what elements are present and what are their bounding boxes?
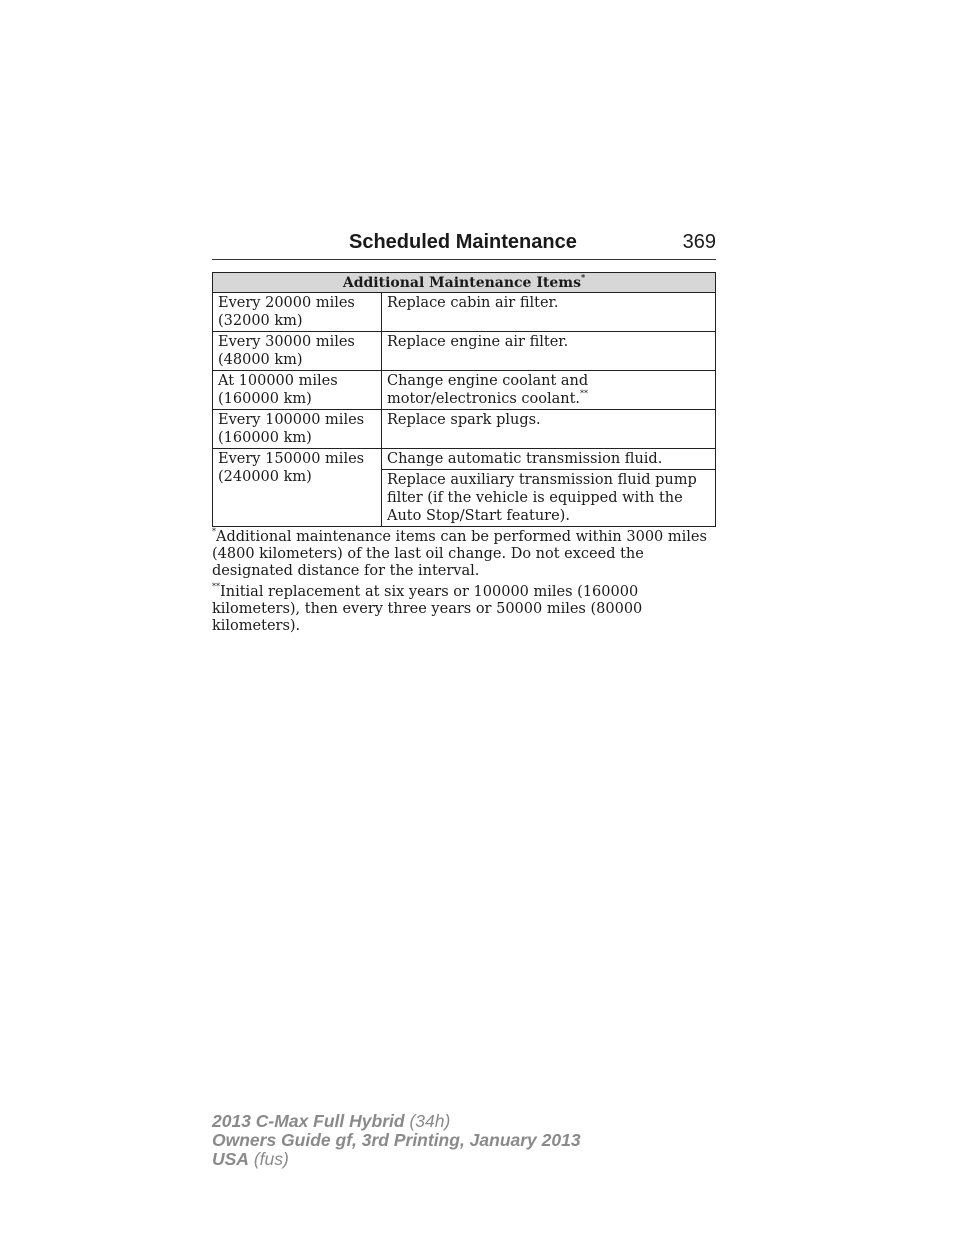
table-title [213, 273, 716, 293]
action-text: Replace auxiliary transmission fluid pump filter (if the vehicle is equipped with the Auto Stop/Start feature). [387, 472, 697, 524]
action-cell [382, 410, 716, 449]
interval-cell [213, 371, 382, 410]
action-cell [382, 371, 716, 410]
interval-text: Every 20000 miles [218, 295, 355, 311]
interval-metric: (48000 km) [218, 352, 303, 368]
footnote [212, 584, 716, 635]
interval-metric: (160000 km) [218, 430, 312, 446]
table-row [213, 332, 716, 371]
table-header-row [213, 273, 716, 293]
interval-text: Every 100000 miles [218, 412, 365, 428]
action-cell [382, 293, 716, 332]
footer-line [212, 1131, 581, 1150]
table-title-text: Additional Maintenance Items [342, 275, 581, 291]
footnotes [212, 529, 716, 639]
action-cell [382, 470, 716, 527]
table-row [213, 371, 716, 410]
interval-cell [213, 332, 382, 371]
interval-metric: (32000 km) [218, 313, 303, 329]
interval-cell [213, 449, 382, 527]
vehicle-model: 2013 C-Max Full Hybrid [212, 1111, 405, 1131]
section-title: Scheduled Maintenance [349, 231, 577, 253]
page-footer [212, 1112, 581, 1169]
footnote-mark: * [212, 527, 216, 536]
interval-text: Every 30000 miles [218, 334, 355, 350]
table-row [213, 293, 716, 332]
interval-cell [213, 410, 382, 449]
page-number: 369 [682, 231, 716, 253]
market-code: (fus) [253, 1149, 289, 1169]
interval-metric: (240000 km) [218, 469, 312, 485]
footnote-mark: ** [580, 389, 589, 398]
action-cell [382, 332, 716, 371]
footnote-text: Initial replacement at six years or 100000 miles (160000 kilometers), then every three years or 50000 miles (80000 kilometers). [212, 584, 643, 634]
action-text: Replace engine air filter. [387, 334, 569, 350]
guide-edition: Owners Guide gf, 3rd Printing, January 2013 [212, 1130, 581, 1150]
market: USA [212, 1149, 249, 1169]
footnote-text: Additional maintenance items can be performed within 3000 miles (4800 kilometers) of the last oil change. Do not exceed the designated distance for the interval. [212, 529, 707, 579]
action-text: Change automatic transmission fluid. [387, 451, 663, 467]
action-text: Change engine coolant and motor/electronics coolant. [387, 373, 589, 407]
page-header [212, 229, 716, 260]
interval-text: At 100000 miles [218, 373, 338, 389]
footnote [212, 529, 716, 580]
table-row [213, 449, 716, 470]
table-row [213, 410, 716, 449]
maintenance-table [212, 272, 716, 527]
action-text: Replace cabin air filter. [387, 295, 559, 311]
model-code: (34h) [409, 1111, 451, 1131]
interval-metric: (160000 km) [218, 391, 312, 407]
footer-line [212, 1150, 581, 1169]
action-cell [382, 449, 716, 470]
footnote-mark: ** [212, 582, 220, 591]
interval-text: Every 150000 miles [218, 451, 365, 467]
footnote-mark: * [580, 272, 586, 282]
action-text: Replace spark plugs. [387, 412, 541, 428]
footer-line [212, 1112, 581, 1131]
interval-cell [213, 293, 382, 332]
